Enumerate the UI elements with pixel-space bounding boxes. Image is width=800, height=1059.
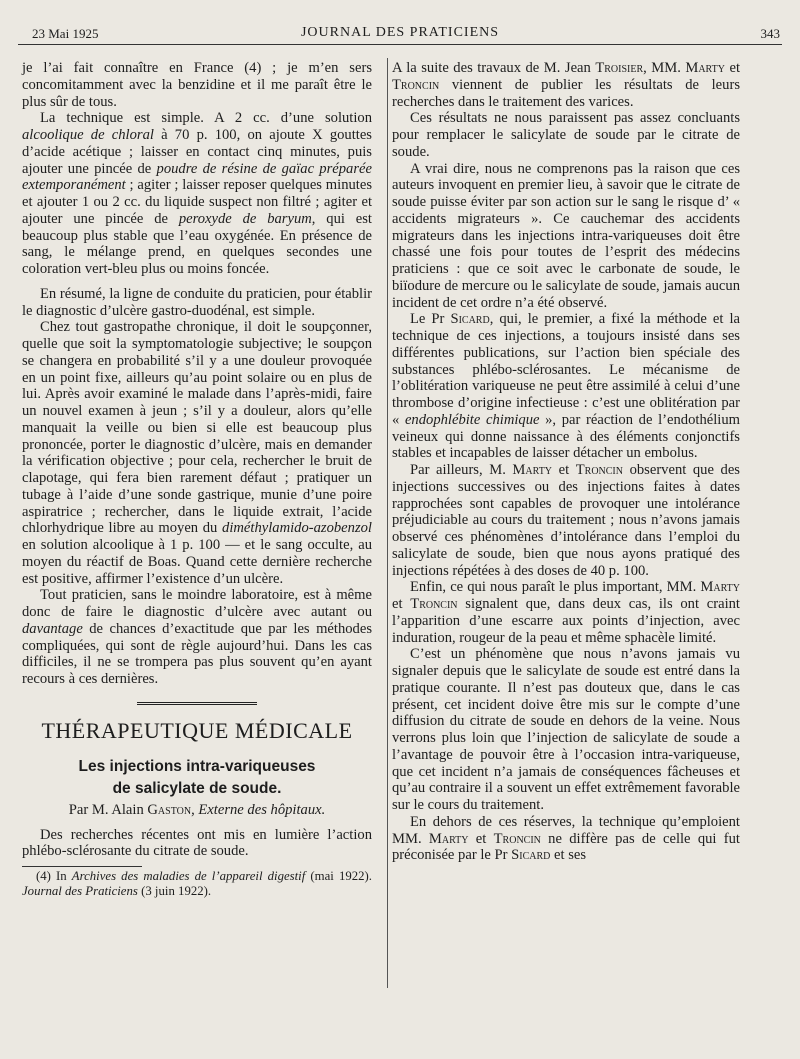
text-run: ; agiter ; laisser reposer quelques minutes et ajouter 1 ou 2 cc. du liquide suspect non filtré ; agiter et ajouter une pincée de <box>22 177 372 227</box>
author-name: Troncin <box>493 830 541 847</box>
text-run: (mai 1922). <box>305 869 372 883</box>
text-run: signalent que, dans deux cas, ils ont craint l’apparition d’une escarre aux points d’injection, avec induration, rougeur de la peau et même sphacèle limité. <box>392 596 740 646</box>
paragraph-intro: Des recherches récentes ont mis en lumière l’action phlébo-sclérosante du citrate de soude. <box>22 826 372 860</box>
author-name: Gaston <box>147 801 192 818</box>
paragraph-technique <box>22 110 372 278</box>
text-run: et <box>468 830 494 847</box>
article-byline <box>22 802 372 819</box>
italic-term: Archives des maladies de l’appareil digestif <box>71 869 306 883</box>
text-run: observent que des injections successives ou des injections faites à dates rapprochées sont capables de provoquer une intolérance préjudiciable au cours du traitement ; nous n’avons jamais observé ces phénomènes d’intolérance dans l’emploi du salicylate de soude, bien que nous ayons pratiqué des injections répétées à des doses de 40 p. 100. <box>392 462 740 579</box>
text-run: Enfin, ce qui nous paraît le plus important, MM. <box>410 579 701 596</box>
paragraph-results: Ces résultats ne nous paraissent pas assez concluants pour remplacer le salicylate de soude par le citrate de soude. <box>392 110 740 160</box>
author-name: Sicard <box>511 847 551 864</box>
author-name: Sicard <box>450 311 490 328</box>
paragraph-summary: En résumé, la ligne de conduite du praticien, pour établir le diagnostic d’ulcère gastro-duodénal, est simple. <box>22 285 372 319</box>
left-column <box>22 60 372 899</box>
author-name: Troisier <box>595 60 644 76</box>
text-run: La technique est simple. A 2 cc. d’une solution <box>40 110 372 127</box>
byline-prefix: Par M. Alain <box>68 801 148 818</box>
italic-term: peroxyde de baryum <box>178 210 312 227</box>
text-run: (4) In <box>36 869 72 883</box>
text-run: Tout praticien, sans le moindre laboratoire, est à même donc de faire le diagnostic d’ulcère avec autant ou <box>22 587 372 620</box>
column-divider <box>387 58 388 988</box>
text-run: , qui, le premier, a fixé la méthode et la technique de ces injections, a toujours insisté dans ses différentes publications, sur l’action bien spéciale des substances phlébo-sclérosantes. Le mécanisme de l’oblitération variqueuse ne peut être assimilé à celui d’une thrombose d’origine infectieuse : c’est une oblitération par « <box>392 311 740 428</box>
paragraph-conclusion <box>22 587 372 688</box>
text-run: ne diffère pas de celle qui fut préconisée par le Pr <box>392 830 740 864</box>
page-number: 343 <box>760 26 780 41</box>
text-run: Chez tout gastropathe chronique, il doit le soupçonner, quelle que soit la symptomatologie subjective; le soupçon se changera en probabilité s’il y a une douleur provoquée en un point fixe, ailleurs qu’au point solaire ou en plus de lui. Après avoir examiné le malade dans l’après-midi, faire un nouvel examen à jeun ; s’il y a douleur, alors qu’elle manquait la veille ou bien si elle est beaucoup plus prononcée, porter le diagnostic d’ulcère, mais en demander la vérification objective ; pour cela, rechercher le bruit de clapotage, qui fera bien rarement défaut ; pratiquer un tubage à l’aide d’une sonde gastrique, munie d’une poire aspiratrice ; rechercher, dans le liquide extrait, l’acide chlorhydrique libre au moyen du <box>22 319 372 537</box>
text-run: Par ailleurs, M. <box>410 462 513 478</box>
author-role: Externe des hôpitaux. <box>198 801 326 818</box>
author-name: Marty <box>428 830 469 847</box>
text-run: , qui est beaucoup plus stable que l’eau oxygénée. En présence de sang, le mélange prend, en quelques secondes une coloration vert-bleu plus ou moins foncée. <box>22 210 372 277</box>
header-date: 23 Mai 1925 <box>32 26 99 41</box>
paragraph-troisier <box>392 60 740 110</box>
text-run: , MM. <box>643 60 686 76</box>
italic-term: poudre de résine de gaïac préparée extemporanément <box>22 160 372 194</box>
text-run: et <box>552 462 576 478</box>
text-run: à 70 p. 100, on ajoute X gouttes d’acide acétique ; laisser en contact cinq minutes, puis ajouter une pincée de <box>22 127 372 177</box>
paragraph-escarre <box>392 579 740 646</box>
italic-term: diméthylamido-azobenzol <box>222 520 372 537</box>
journal-title: JOURNAL DES PRATICIENS <box>300 25 500 40</box>
paragraph-intolerance <box>392 462 740 579</box>
author-name: Troncin <box>392 76 440 93</box>
text-run: En dehors de ces réserves, la technique qu’emploient MM. <box>392 813 740 847</box>
text-run: et <box>392 596 411 612</box>
section-separator <box>137 702 257 710</box>
article-title-line1: Les injections intra-variqueuses <box>78 757 316 775</box>
right-column <box>392 60 740 864</box>
text-run: et <box>724 60 740 76</box>
text-run: A la suite des travaux de M. Jean <box>392 60 596 76</box>
author-name: Marty <box>685 60 725 76</box>
author-name: Troncin <box>410 596 458 612</box>
paragraph-reserves <box>392 814 740 864</box>
text-run: viennent de publier les résultats de leurs recherches dans le traitement des varices. <box>392 76 740 110</box>
text-run: en solution alcoolique à 1 p. 100 — et le sang occulte, au moyen du réactif de Boas. Quand cette dernière recherche est positive, affirmer l’existence d’un ulcère. <box>22 537 372 587</box>
paragraph-continuation: je l’ai fait connaître en France (4) ; je m’en sers concomitamment avec la benzidine et il me paraît être le plus sûr de tous. <box>22 60 372 110</box>
text-run: de chances d’exactitude que par les méthodes compliquées, qui sont de règle aujourd’hui. Dans les cas difficiles, il ne se trompera pas plus souvent qu’en ayant recours à ces dernières. <box>22 620 372 687</box>
paragraph-diagnosis <box>22 319 372 587</box>
byline-sep: , <box>191 801 199 818</box>
article-title-line2: de salicylate de soude. <box>112 779 282 797</box>
paragraph-phenomene: C’est un phénomène que nous n’avons jamais vu signaler depuis que le salicylate de soude est entré dans la pratique courante. Il n’est pas douteux que, dans le cas présent, cet incident doive être mis sur le compte d’une diffusion du citrate de soude en dehors de la veine. Nous verrons plus loin que l’injection de salicylate de soude a l’avantage de pouvoir être à l’occasion intra-variqueuse, que cet incident n’a jamais de conséquences fâcheuses et qu’au contraire il a souvent un effet extrêmement favorable sur le cours du traitement. <box>392 646 740 813</box>
text-run: et ses <box>550 847 587 864</box>
page-header <box>18 22 782 46</box>
author-name: Troncin <box>575 462 623 478</box>
paragraph-migrateurs: A vrai dire, nous ne comprenons pas la raison que ces auteurs invoquent en premier lieu, à savoir que le citrate de soude puisse éviter par son action sur le sang le risque d’ « accidents migrateurs ». Ce cauchemar des accidents migrateurs dans les injections intra-variqueuses doit être chassé une fois pour toutes de l’esprit des médecins praticiens : que ce soit avec le carbonate de soude, le biïodure de mercure ou le salicylate de soude, jamais aucun incident de cet ordre n’a été observé. <box>392 160 740 311</box>
italic-term: davantage <box>22 620 83 637</box>
text-run: Le Pr <box>410 311 451 328</box>
paragraph-sicard <box>392 311 740 462</box>
text-run: », par réaction de l’endothélium veineux qui donne naissance à des éléments conjonctifs stables et incapables de laisser détacher un embolus. <box>392 411 740 462</box>
author-name: Marty <box>512 462 553 478</box>
italic-term: alcoolique de chloral <box>22 127 154 143</box>
section-title: THÉRAPEUTIQUE MÉDICALE <box>41 717 353 743</box>
italic-term: Journal des Praticiens <box>22 884 138 898</box>
italic-term: endophlébite chimique <box>404 411 540 428</box>
footnote <box>22 869 372 899</box>
header-rule <box>18 44 782 45</box>
text-run: (3 juin 1922). <box>137 884 212 898</box>
footnote-rule <box>22 866 142 867</box>
author-name: Marty <box>700 579 740 596</box>
